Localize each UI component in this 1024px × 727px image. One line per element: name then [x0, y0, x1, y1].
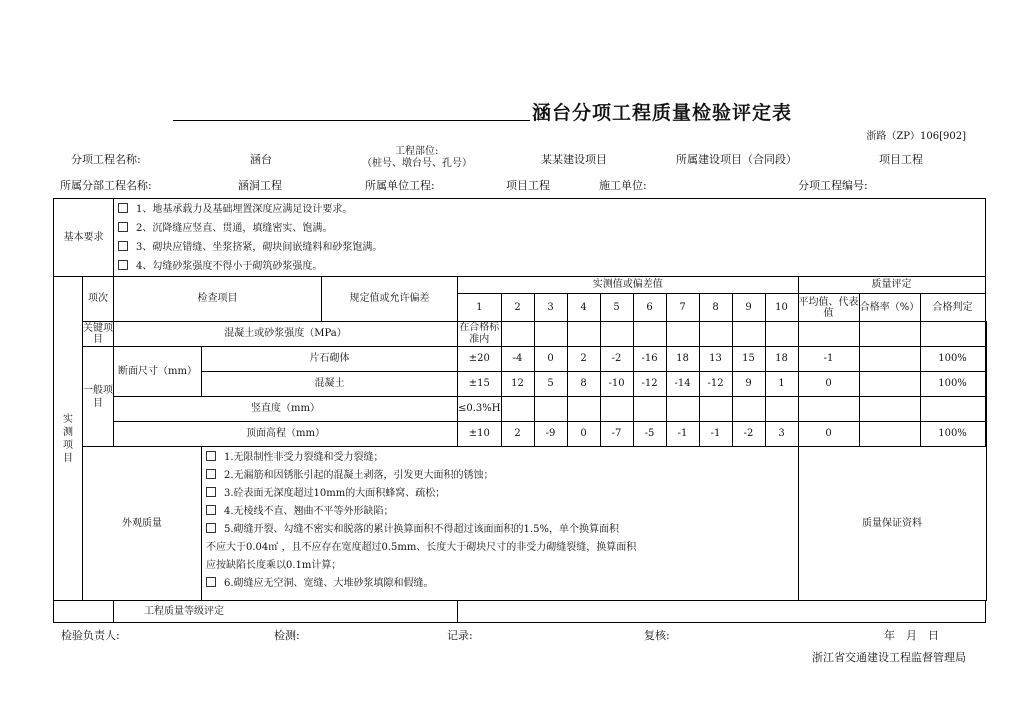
checkbox-icon[interactable] — [206, 469, 216, 479]
rate-cell[interactable]: 100% — [920, 372, 985, 397]
col-quality: 质量评定 — [798, 277, 985, 294]
value-cell[interactable] — [699, 322, 732, 347]
point-number: 5 — [600, 294, 633, 322]
col-rate: 合格率（%） — [859, 294, 920, 322]
judge-cell[interactable] — [985, 347, 986, 372]
contractor-label: 施工单位: — [599, 179, 647, 192]
value-cell[interactable] — [765, 322, 798, 347]
general-label: 一般项目 — [83, 347, 114, 447]
checkbox-icon[interactable] — [206, 505, 216, 515]
rate-cell[interactable] — [920, 397, 985, 422]
value-cell[interactable] — [666, 397, 699, 422]
value-cell[interactable] — [699, 397, 732, 422]
checkbox-icon[interactable] — [206, 577, 216, 587]
inspector-label: 检验负责人: — [61, 629, 120, 642]
value-cell[interactable] — [798, 397, 859, 422]
row-spec: ≤0.3%H — [458, 397, 502, 422]
measure-section-label: 实测项目 — [54, 277, 83, 601]
col-avg: 平均值、代表值 — [798, 294, 859, 322]
value-cell[interactable] — [666, 322, 699, 347]
appearance-item: 3.砼表面无深度超过10mm的大面积蜂窝、疏松； — [206, 485, 798, 503]
avg-cell[interactable] — [859, 347, 920, 372]
basic-item: 2、沉降缝应竖直、贯通，填缝密实、饱满。 — [118, 219, 985, 238]
value-cell[interactable] — [600, 397, 633, 422]
value-cell[interactable]: 8 — [567, 372, 600, 397]
project-label: 所属建设项目（合同段） — [676, 153, 797, 166]
value-cell[interactable] — [732, 397, 765, 422]
point-number: 9 — [732, 294, 765, 322]
col-measured: 实测值或偏差值 — [458, 277, 799, 294]
row-item: 顶面高程（mm） — [114, 422, 458, 447]
col-spec: 规定值或允许偏差 — [322, 277, 458, 322]
appearance-item-cont: 不应大于0.04㎡ ，且不应存在宽度超过0.5mm、长度大于砌块尺寸的非受力砌缝裂缝，换算面积 — [206, 542, 637, 553]
inspection-table — [53, 198, 987, 623]
value-cell[interactable] — [501, 322, 534, 347]
table-row — [54, 347, 987, 372]
col-judge: 合格判定 — [920, 294, 985, 322]
value-cell[interactable] — [534, 397, 567, 422]
value-cell[interactable]: 5 — [534, 372, 567, 397]
grade-label: 工程质量等级评定 — [114, 601, 458, 623]
rate-cell[interactable]: 100% — [920, 347, 985, 372]
value-cell[interactable]: -2 — [732, 422, 765, 447]
title-underline — [173, 120, 530, 121]
value-cell[interactable] — [501, 397, 534, 422]
table-row — [54, 397, 987, 422]
point-number: 6 — [633, 294, 666, 322]
value-cell[interactable]: 13 — [699, 347, 732, 372]
quality-docs-label: 质量保证资料 — [798, 447, 986, 601]
point-number: 3 — [534, 294, 567, 322]
form-title: 涵台分项工程质量检验评定表 — [532, 102, 793, 124]
tester-label: 检测: — [274, 629, 300, 642]
basic-item: 4、勾缝砂浆强度不得小于砌筑砂浆强度。 — [118, 257, 985, 276]
basic-items — [114, 199, 986, 277]
appearance-item: 2.无漏筋和因锈胀引起的混凝土剥落，引发更大面积的锈蚀； — [206, 467, 798, 485]
value-cell[interactable]: 0 — [567, 422, 600, 447]
division-value: 涵洞工程 — [238, 179, 282, 192]
point-number: 8 — [699, 294, 732, 322]
row-item: 片石砌体 — [202, 347, 458, 372]
checkbox-icon[interactable] — [206, 451, 216, 461]
value-cell[interactable]: 0 — [534, 347, 567, 372]
value-cell[interactable]: 15 — [732, 347, 765, 372]
appearance-label: 外观质量 — [83, 447, 202, 601]
appearance-item-cont: 应按缺陷长度乘以0.1m计算； — [206, 560, 342, 571]
value-cell[interactable]: 2 — [501, 422, 534, 447]
project-value: 项目工程 — [879, 153, 923, 166]
judge-cell[interactable] — [985, 322, 986, 347]
division-label: 所属分部工程名称: — [60, 179, 152, 192]
row-spec: ±15 — [458, 372, 502, 397]
avg-cell[interactable] — [859, 397, 920, 422]
value-cell[interactable]: 18 — [765, 347, 798, 372]
section-size-label: 断面尺寸（mm） — [114, 347, 202, 397]
judge-cell[interactable] — [985, 422, 986, 447]
value-cell[interactable] — [534, 322, 567, 347]
rate-cell[interactable]: 100% — [920, 422, 985, 447]
value-cell[interactable]: -1 — [699, 422, 732, 447]
value-cell[interactable]: -5 — [633, 422, 666, 447]
row-spec: 在合格标准内 — [459, 322, 500, 345]
value-cell[interactable]: -4 — [501, 347, 534, 372]
value-cell[interactable]: 3 — [765, 422, 798, 447]
part-label-note: （桩号、墩台号、孔号） — [362, 158, 472, 169]
sub-item-value: 涵台 — [250, 153, 272, 166]
value-cell[interactable]: -12 — [633, 372, 666, 397]
date-label: 年 月 日 — [884, 629, 939, 642]
checkbox-icon[interactable] — [118, 260, 128, 270]
avg-cell[interactable] — [859, 322, 920, 347]
table-row — [54, 322, 987, 347]
basic-item: 3、砌块应错缝、坐浆挤紧，砌块间嵌缝料和砂浆饱满。 — [118, 238, 985, 257]
avg-cell[interactable] — [859, 372, 920, 397]
value-cell[interactable]: 18 — [666, 347, 699, 372]
value-cell[interactable] — [567, 322, 600, 347]
value-cell[interactable]: -14 — [666, 372, 699, 397]
value-cell[interactable]: 0 — [798, 372, 859, 397]
judge-cell[interactable] — [985, 397, 986, 422]
reviewer-label: 复核: — [644, 629, 670, 642]
avg-cell[interactable] — [859, 422, 920, 447]
value-cell[interactable]: -9 — [534, 422, 567, 447]
value-cell[interactable]: -7 — [600, 422, 633, 447]
part-value: 某某建设项目 — [541, 153, 607, 166]
checkbox-icon[interactable] — [118, 241, 128, 251]
key-label: 关键项目 — [83, 323, 113, 345]
value-cell[interactable]: -2 — [600, 347, 633, 372]
value-cell[interactable] — [798, 322, 859, 347]
row-item: 竖直度（mm） — [114, 397, 458, 422]
value-cell[interactable]: -10 — [600, 372, 633, 397]
value-cell[interactable]: 2 — [567, 347, 600, 372]
col-seq: 项次 — [83, 277, 114, 322]
point-number: 1 — [458, 294, 502, 322]
row-spec: ±20 — [458, 347, 502, 372]
row-item: 混凝土 — [202, 372, 458, 397]
value-cell[interactable]: -1 — [798, 347, 859, 372]
unit-label: 所属单位工程: — [365, 179, 435, 192]
appearance-item: 4.无棱线不直、翘曲不平等外形缺陷； — [206, 503, 798, 521]
basic-label: 基本要求 — [54, 199, 114, 277]
point-number: 2 — [501, 294, 534, 322]
point-number: 7 — [666, 294, 699, 322]
checkbox-icon[interactable] — [206, 487, 216, 497]
grade-blank — [54, 601, 114, 623]
value-cell[interactable] — [633, 322, 666, 347]
value-cell[interactable]: 12 — [501, 372, 534, 397]
row-item: 混凝土或砂浆强度（MPa） — [114, 322, 458, 347]
appearance-item: 6.砌缝应无空洞、宽缝、大堆砂浆填隙和假缝。 — [206, 575, 798, 593]
value-cell[interactable] — [600, 322, 633, 347]
subno-label: 分项工程编号: — [798, 179, 868, 192]
checkbox-icon[interactable] — [206, 523, 216, 533]
row-spec: ±10 — [458, 422, 502, 447]
recorder-label: 记录: — [447, 629, 473, 642]
value-cell[interactable] — [765, 397, 798, 422]
sub-item-label: 分项工程名称: — [71, 153, 141, 166]
organization: 浙江省交通建设工程监督管理局 — [812, 651, 966, 664]
rate-cell[interactable] — [920, 322, 985, 347]
part-label: 工程部位: — [395, 146, 439, 157]
form-code: 浙路（ZP）106[902] — [866, 131, 966, 142]
appearance-item: 1.无限制性非受力裂缝和受力裂缝； — [206, 449, 798, 467]
checkbox-icon[interactable] — [118, 203, 128, 213]
table-row — [54, 422, 987, 447]
value-cell[interactable]: 0 — [798, 422, 859, 447]
grade-value[interactable] — [458, 601, 986, 623]
point-number: 4 — [567, 294, 600, 322]
value-cell[interactable] — [732, 322, 765, 347]
col-item: 检查项目 — [114, 277, 322, 322]
value-cell[interactable] — [633, 397, 666, 422]
unit-value: 项目工程 — [506, 179, 550, 192]
point-number: 10 — [765, 294, 798, 322]
value-cell[interactable]: 1 — [765, 372, 798, 397]
appearance-items — [202, 447, 799, 601]
appearance-item: 5.砌缝开裂、勾缝不密实和脱落的累计换算面积不得超过该面面积的1.5%，单个换算面积 — [206, 521, 798, 539]
basic-item: 1、地基承载力及基础埋置深度应满足设计要求。 — [118, 200, 985, 219]
checkbox-icon[interactable] — [118, 222, 128, 232]
value-cell[interactable]: -1 — [666, 422, 699, 447]
value-cell[interactable]: -12 — [699, 372, 732, 397]
value-cell[interactable] — [567, 397, 600, 422]
value-cell[interactable]: 9 — [732, 372, 765, 397]
value-cell[interactable]: -16 — [633, 347, 666, 372]
judge-cell[interactable] — [985, 372, 986, 397]
